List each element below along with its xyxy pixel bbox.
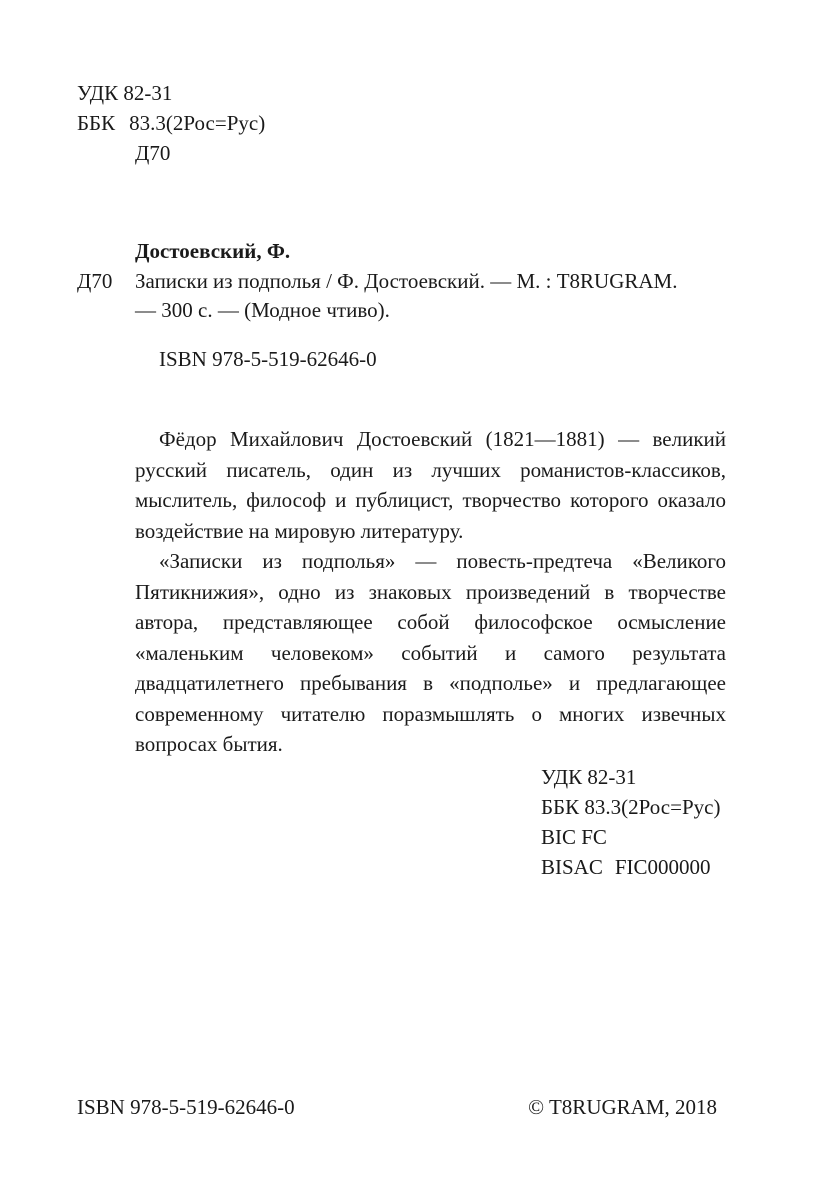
entry-author-mark: Д70 (77, 269, 113, 293)
bisac-value: FIC000000 (614, 855, 711, 879)
annotation-paragraph: Фёдор Михайлович Достоевский (1821—1881) — великий русский писатель, один из лучших романистов-классиков, мыслитель, философ и публицист, творчество которого оказало воздействие на мировую литературу. (135, 427, 726, 543)
footer-isbn: ISBN 978-5-519-62646-0 (77, 1095, 295, 1119)
entry-isbn: ISBN 978-5-519-62646-0 (159, 347, 377, 371)
bbk-code: ББК 83.3(2Рос=Рус) (541, 795, 721, 819)
classification-codes (541, 762, 720, 882)
udk-code: УДК 82-31 (77, 81, 173, 105)
entry-extent-line: — 300 с. — (Модное чтиво). (135, 298, 390, 322)
copyright-notice: © T8RUGRAM, 2018 (528, 1095, 717, 1119)
udk-code: УДК 82-31 (541, 765, 637, 789)
entry-author: Достоевский, Ф. (135, 239, 291, 263)
bbk-code (77, 108, 265, 138)
bbk-value: 83.3(2Рос=Рус) (129, 111, 266, 135)
bic-code: BIC FC (541, 825, 607, 849)
header-codes (77, 78, 265, 168)
bisac-label: BISAC (541, 855, 603, 879)
annotation-paragraph: «Записки из подполья» — повесть-предтеча «Великого Пятикнижия», одно из знаковых произведений в творчестве автора, представляющее собой философское осмысление «маленьким человеком» событий и самого результата двадцатилетнего пребывания в «подполье» и предлагающее современному читателю поразмышлять о многих извечных вопросах бытия. (135, 549, 726, 756)
annotation (135, 424, 726, 760)
bbk-label: ББК (77, 111, 116, 135)
bisac-code (541, 852, 720, 882)
entry-title-line: Записки из подполья / Ф. Достоевский. — М. : T8RUGRAM. (135, 269, 678, 293)
author-mark: Д70 (135, 141, 171, 165)
